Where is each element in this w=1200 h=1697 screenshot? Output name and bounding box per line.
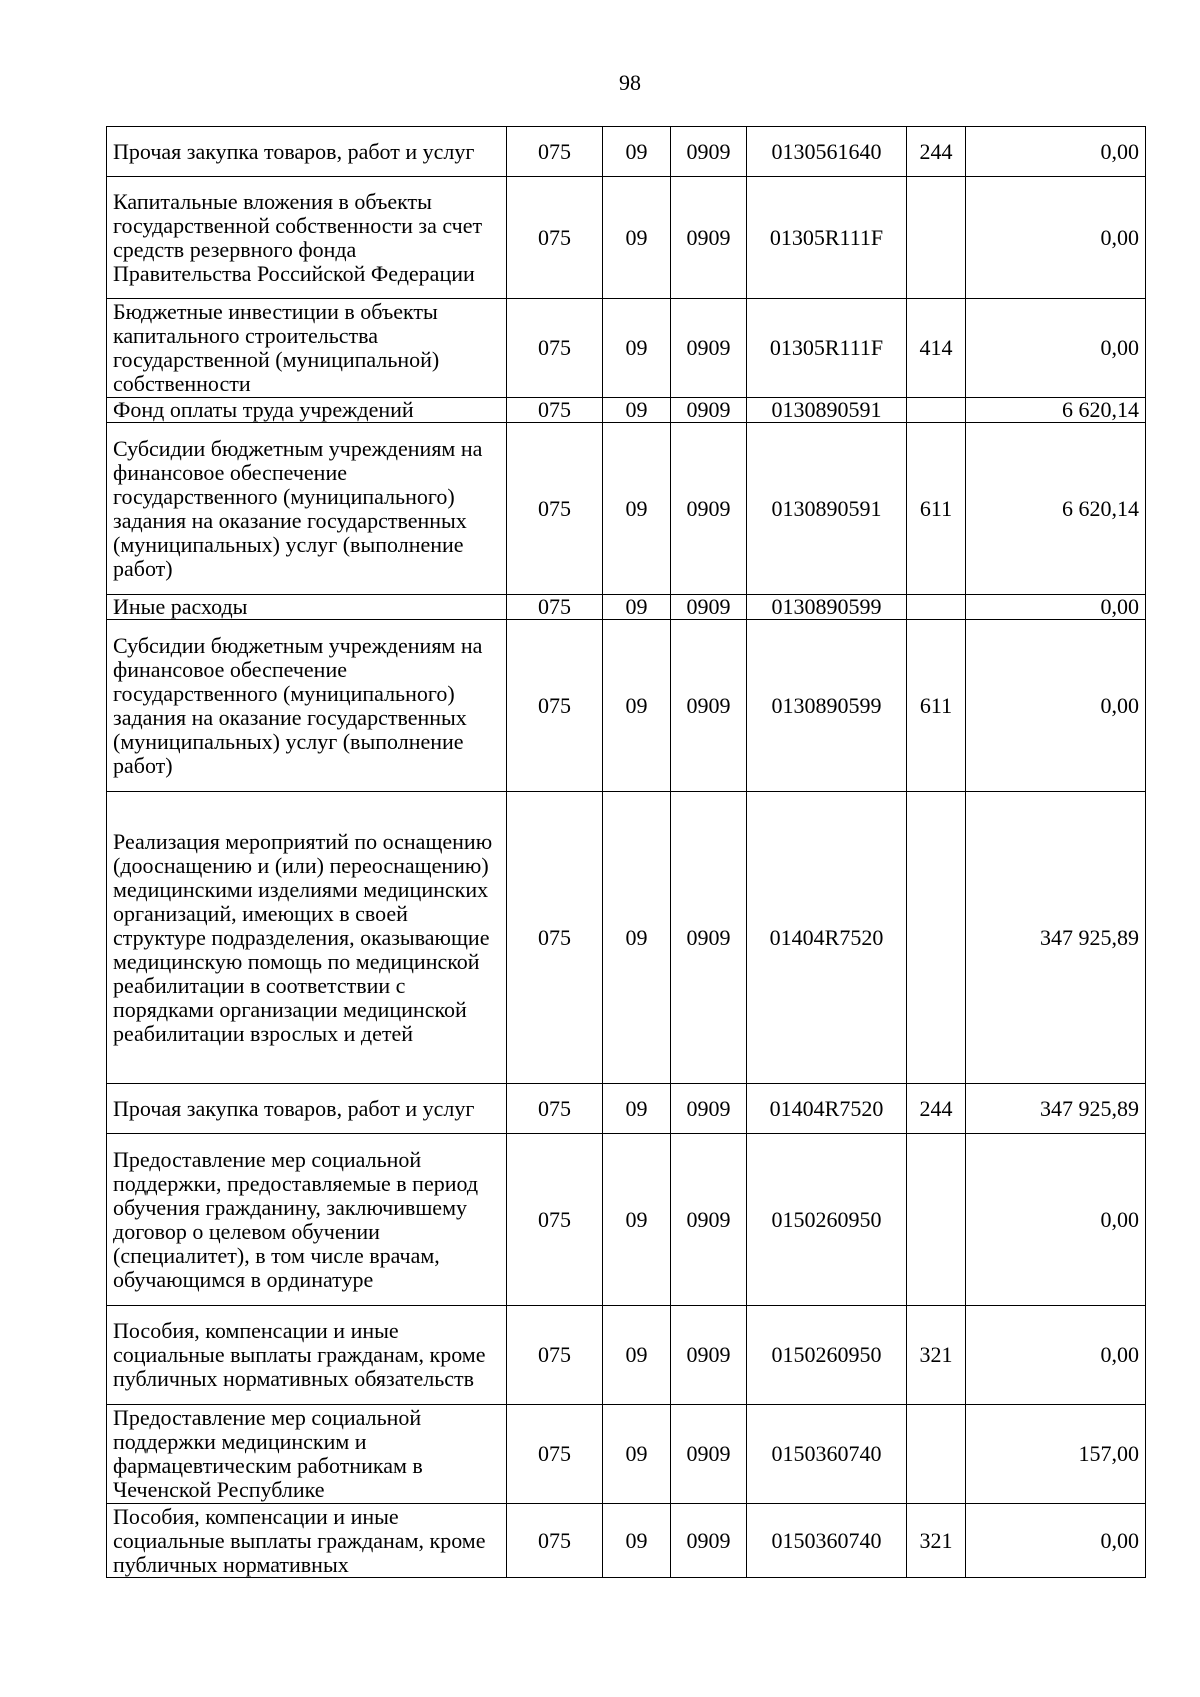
ministry-code: 075 xyxy=(507,177,603,299)
target-code: 01404R7520 xyxy=(747,792,907,1084)
row-name: Пособия, компенсации и иные социальные выплаты гражданам, кроме публичных нормативных обязательств xyxy=(107,1306,507,1405)
ministry-code: 075 xyxy=(507,1134,603,1306)
expense-type-code xyxy=(907,398,966,423)
row-name: Предоставление мер социальной поддержки медицинским и фармацевтическим работникам в Чеченской Республике xyxy=(107,1405,507,1504)
target-code: 0150360740 xyxy=(747,1405,907,1504)
target-code: 0130890591 xyxy=(747,423,907,595)
table-row xyxy=(107,1405,1146,1504)
expense-type-code xyxy=(907,792,966,1084)
row-name: Предоставление мер социальной поддержки, предоставляемые в период обучения гражданину, заключившему договор о целевом обучении (специалитет), в том числе врачам, обучающимся в ординатуре xyxy=(107,1134,507,1306)
expense-type-code: 611 xyxy=(907,423,966,595)
target-code: 0150260950 xyxy=(747,1134,907,1306)
target-code: 0130561640 xyxy=(747,127,907,177)
table-row xyxy=(107,127,1146,177)
ministry-code: 075 xyxy=(507,423,603,595)
row-name: Капитальные вложения в объекты государственной собственности за счет средств резервного фонда Правительства Российской Федерации xyxy=(107,177,507,299)
ministry-code: 075 xyxy=(507,127,603,177)
target-code: 0150360740 xyxy=(747,1504,907,1578)
expense-type-code xyxy=(907,1405,966,1504)
amount: 6 620,14 xyxy=(966,398,1146,423)
subsection-code: 0909 xyxy=(671,299,747,398)
expense-type-code xyxy=(907,595,966,620)
section-code: 09 xyxy=(603,1084,671,1134)
expense-type-code: 244 xyxy=(907,127,966,177)
table-row xyxy=(107,398,1146,423)
ministry-code: 075 xyxy=(507,1084,603,1134)
amount: 0,00 xyxy=(966,595,1146,620)
target-code: 0130890599 xyxy=(747,595,907,620)
row-name: Иные расходы xyxy=(107,595,507,620)
subsection-code: 0909 xyxy=(671,177,747,299)
ministry-code: 075 xyxy=(507,299,603,398)
section-code: 09 xyxy=(603,423,671,595)
target-code: 01404R7520 xyxy=(747,1084,907,1134)
row-name: Реализация мероприятий по оснащению (дооснащению и (или) переоснащению) медицинскими изделиями медицинских организаций, имеющих в своей структуре подразделения, оказывающие медицинскую помощь по медицинской реабилитации в соответствии с порядками организации медицинской реабилитации взрослых и детей xyxy=(107,792,507,1084)
amount: 157,00 xyxy=(966,1405,1146,1504)
section-code: 09 xyxy=(603,1405,671,1504)
ministry-code: 075 xyxy=(507,1504,603,1578)
amount: 0,00 xyxy=(966,1134,1146,1306)
subsection-code: 0909 xyxy=(671,1306,747,1405)
subsection-code: 0909 xyxy=(671,398,747,423)
amount: 6 620,14 xyxy=(966,423,1146,595)
subsection-code: 0909 xyxy=(671,620,747,792)
subsection-code: 0909 xyxy=(671,595,747,620)
row-name: Фонд оплаты труда учреждений xyxy=(107,398,507,423)
section-code: 09 xyxy=(603,1306,671,1405)
amount: 347 925,89 xyxy=(966,1084,1146,1134)
table-row xyxy=(107,299,1146,398)
table-row xyxy=(107,792,1146,1084)
expense-type-code: 321 xyxy=(907,1504,966,1578)
table-row xyxy=(107,620,1146,792)
subsection-code: 0909 xyxy=(671,1084,747,1134)
ministry-code: 075 xyxy=(507,1405,603,1504)
expense-type-code: 321 xyxy=(907,1306,966,1405)
budget-table xyxy=(106,126,1146,1578)
subsection-code: 0909 xyxy=(671,1504,747,1578)
section-code: 09 xyxy=(603,398,671,423)
section-code: 09 xyxy=(603,177,671,299)
ministry-code: 075 xyxy=(507,792,603,1084)
section-code: 09 xyxy=(603,792,671,1084)
section-code: 09 xyxy=(603,1134,671,1306)
expense-type-code: 244 xyxy=(907,1084,966,1134)
table-row xyxy=(107,595,1146,620)
ministry-code: 075 xyxy=(507,398,603,423)
amount: 0,00 xyxy=(966,177,1146,299)
target-code: 0150260950 xyxy=(747,1306,907,1405)
subsection-code: 0909 xyxy=(671,1134,747,1306)
amount: 0,00 xyxy=(966,299,1146,398)
ministry-code: 075 xyxy=(507,1306,603,1405)
table-row xyxy=(107,1306,1146,1405)
amount: 0,00 xyxy=(966,1504,1146,1578)
section-code: 09 xyxy=(603,620,671,792)
table-row xyxy=(107,1084,1146,1134)
row-name: Прочая закупка товаров, работ и услуг xyxy=(107,1084,507,1134)
table-row xyxy=(107,177,1146,299)
subsection-code: 0909 xyxy=(671,1405,747,1504)
row-name: Бюджетные инвестиции в объекты капитального строительства государственной (муниципальной) собственности xyxy=(107,299,507,398)
expense-type-code xyxy=(907,1134,966,1306)
expense-type-code: 611 xyxy=(907,620,966,792)
section-code: 09 xyxy=(603,1504,671,1578)
page-number: 98 xyxy=(619,70,641,95)
amount: 0,00 xyxy=(966,1306,1146,1405)
subsection-code: 0909 xyxy=(671,792,747,1084)
amount: 0,00 xyxy=(966,127,1146,177)
row-name: Пособия, компенсации и иные социальные выплаты гражданам, кроме публичных нормативных xyxy=(107,1504,507,1578)
target-code: 01305R111F xyxy=(747,299,907,398)
table-row xyxy=(107,1134,1146,1306)
row-name: Субсидии бюджетным учреждениям на финансовое обеспечение государственного (муниципального) задания на оказание государственных (муниципальных) услуг (выполнение работ) xyxy=(107,423,507,595)
section-code: 09 xyxy=(603,299,671,398)
expense-type-code: 414 xyxy=(907,299,966,398)
ministry-code: 075 xyxy=(507,620,603,792)
subsection-code: 0909 xyxy=(671,423,747,595)
ministry-code: 075 xyxy=(507,595,603,620)
target-code: 0130890591 xyxy=(747,398,907,423)
section-code: 09 xyxy=(603,595,671,620)
section-code: 09 xyxy=(603,127,671,177)
table-row xyxy=(107,423,1146,595)
amount: 347 925,89 xyxy=(966,792,1146,1084)
expense-type-code xyxy=(907,177,966,299)
target-code: 01305R111F xyxy=(747,177,907,299)
row-name: Субсидии бюджетным учреждениям на финансовое обеспечение государственного (муниципального) задания на оказание государственных (муниципальных) услуг (выполнение работ) xyxy=(107,620,507,792)
table-row xyxy=(107,1504,1146,1578)
subsection-code: 0909 xyxy=(671,127,747,177)
target-code: 0130890599 xyxy=(747,620,907,792)
amount: 0,00 xyxy=(966,620,1146,792)
row-name: Прочая закупка товаров, работ и услуг xyxy=(107,127,507,177)
